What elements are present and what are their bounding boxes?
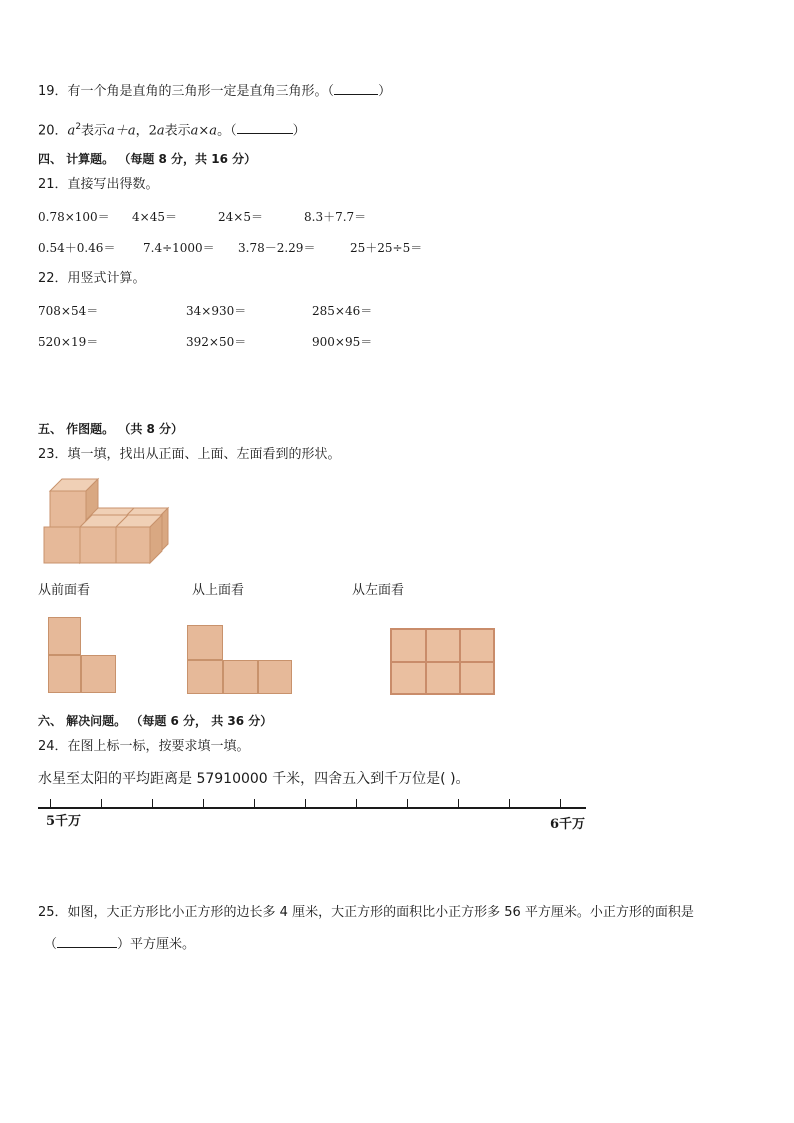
view-square	[223, 660, 258, 694]
number-line-tick	[356, 799, 357, 808]
number-line-tick	[458, 799, 459, 808]
view-square	[460, 629, 494, 662]
question-23-title: 23．填一填，找出从正面、上面、左面看到的形状。	[38, 447, 341, 462]
q21-item: 7.4÷1000＝	[143, 241, 215, 255]
q22-item: 34×930＝	[186, 304, 247, 318]
q21-item: 24×5＝	[218, 210, 263, 224]
question-25-answer-line: （ ）平方厘米。	[44, 937, 196, 952]
view-square	[48, 655, 81, 693]
label-front-view: 从前面看	[38, 583, 91, 598]
view-square	[426, 662, 460, 694]
number-line-tick	[50, 799, 51, 808]
view-square	[48, 617, 81, 655]
section-4-title: 四、 计算题。 （每题 8 分，共 16 分）	[38, 152, 257, 166]
q22-item: 392×50＝	[186, 335, 247, 349]
view-square	[426, 629, 460, 662]
number-line-tick	[203, 799, 204, 808]
q21-item: 0.54＋0.46＝	[38, 241, 116, 255]
view-square	[81, 655, 116, 693]
q22-item: 520×19＝	[38, 335, 99, 349]
q22-item: 708×54＝	[38, 304, 99, 318]
view-square	[187, 660, 223, 694]
answer-blank-25[interactable]	[57, 935, 117, 948]
view-square	[258, 660, 292, 694]
number-line-tick	[152, 799, 153, 808]
number-line-tick	[254, 799, 255, 808]
q21-item: 0.78×100＝	[38, 210, 110, 224]
q21-item: 8.3＋7.7＝	[304, 210, 367, 224]
number-line-tick	[509, 799, 510, 808]
label-top-view: 从上面看	[192, 583, 245, 598]
number-line-end-label: 6千万	[550, 817, 586, 832]
q21-item: 25＋25÷5＝	[350, 241, 423, 255]
label-left-view: 从左面看	[352, 583, 405, 598]
section-5-title: 五、 作图题。 （共 8 分）	[38, 422, 184, 436]
cube-front-face	[44, 527, 80, 563]
view-square	[187, 625, 223, 660]
number-line-tick	[305, 799, 306, 808]
cube-front-face	[116, 527, 150, 563]
answer-blank-20[interactable]	[237, 121, 293, 134]
question-21-title: 21．直接写出得数。	[38, 177, 159, 192]
view-square	[460, 662, 494, 694]
number-line-tick	[101, 799, 102, 808]
q22-item: 285×46＝	[312, 304, 373, 318]
q22-item: 900×95＝	[312, 335, 373, 349]
answer-blank-19[interactable]	[334, 82, 378, 95]
number-line-start-label: 5千万	[46, 814, 82, 829]
view-square	[391, 662, 426, 694]
number-line-axis	[38, 807, 586, 809]
cube-front-face	[80, 527, 116, 563]
question-19: 19．有一个角是直角的三角形一定是直角三角形。（ ）	[38, 84, 392, 99]
number-line-tick	[407, 799, 408, 808]
number-line-tick	[560, 799, 561, 808]
cube-stack-figure	[40, 474, 172, 570]
view-square	[391, 629, 426, 662]
question-24-text: 水星至太阳的平均距离是 57910000 千米，四舍五入到千万位是( )。	[38, 771, 470, 787]
question-25-text: 25．如图，大正方形比小正方形的边长多 4 厘米，大正方形的面积比小正方形多 56 平方厘米。小正方形的面积是	[38, 905, 694, 920]
section-6-title: 六、 解决问题。 （每题 6 分， 共 36 分）	[38, 714, 273, 728]
q21-item: 4×45＝	[132, 210, 177, 224]
question-24-title: 24．在图上标一标，按要求填一填。	[38, 739, 250, 754]
q21-item: 3.78－2.29＝	[238, 241, 316, 255]
question-22-title: 22．用竖式计算。	[38, 271, 146, 286]
cube-front-face	[50, 491, 86, 527]
question-20: 20．$a^2$表示a＋a，2a表示a×a。（ ）	[38, 122, 306, 139]
